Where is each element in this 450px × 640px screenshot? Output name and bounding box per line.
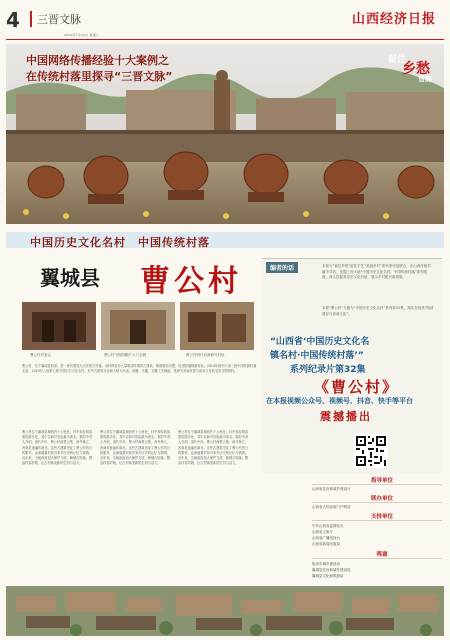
credits-rule [312, 520, 442, 521]
credits-guide-heading: 指导单位 [370, 478, 393, 484]
hero-headline-line1: 中国网络传播经验十大案例之 [26, 54, 169, 67]
nostalgia-badge [388, 52, 438, 88]
credits-rule [312, 484, 442, 485]
credits-support-unit: 山西省广播电视台 [312, 536, 340, 540]
thumb-caption-2: 曹公村“明清楼院”大门全貌 [104, 353, 147, 357]
village-name: 曹公村 [140, 264, 242, 299]
thumbnail-strip [22, 302, 254, 350]
editor-note-para-1: 本报与“留住乡愁”留住手艺“美丽乡村”系列采访组联合，在山西传统村落中寻访，发掘三晋大地“中国历史文化名村、中国传统村落”系列报道，深入挖掘其历史文化价值，展示乡村振兴新面貌。 [322, 264, 431, 280]
credits-rule [312, 502, 442, 503]
qr-code-icon[interactable] [354, 434, 388, 468]
series-line-2: 镇名村·中国传统村落’” [270, 351, 364, 361]
credits-support-heading: 支持单位 [370, 514, 393, 520]
platform-line: 在本报视频公众号、视频号、抖音、快手等平台 [266, 397, 413, 405]
dateline: 2024年7月24日 星期六 [64, 33, 100, 37]
credits-guide-unit: 山西省住房和城乡建设厅 [312, 487, 351, 491]
intro-summary: 曹公村，位于翼城县西部，是一座有着悠久历史的古村落。该村保存有大量明清时期的古建筑，街巷格局完整，民居院落错落有致，2014年被列入第三批中国传统村落名录，2019年入选第七批中国历史文化名村。村中古建筑以晋商大院为代表，砖雕、木雕、石雕工艺精湛，是研究晋南民居与商业文化的宝贵实物资料。 [22, 364, 257, 374]
thumb-caption-3: 曹公村明代晋商商号旧址 [186, 353, 225, 357]
newspaper-logo: 山西经济日报 [352, 12, 437, 27]
badge-text-3: 晋韵 [418, 75, 432, 83]
credits-thanks-heading: 鸣谢 [376, 552, 388, 558]
article-body: 曹公村位于翼城县城西约十公里处，村中现存明清建筑群多处，其中以商号旧址最为著名。据村中老人介绍，清代中叶，曹公村商贾云集，商号林立，晋商足迹遍布南北。这些古建筑见证了曹公村昔日的繁华，也承载着村民对家乡历史的记忆与情感。近年来，当地政府加大保护力度，修缮古院落，整治村容村貌，让古村焕发新的生机与活力。 [178, 430, 249, 466]
header-rule [6, 39, 444, 40]
thumb-caption-1: 曹公村村委会 [30, 353, 51, 357]
article-body: 曹公村位于翼城县城西约十公里处，村中现存明清建筑群多处，其中以商号旧址最为著名。据村中老人介绍，清代中叶，曹公村商贾云集，商号林立，晋商足迹遍布南北。这些古建筑见证了曹公村昔日的繁华，也承载着村民对家乡历史的记忆与情感。近年来，当地政府加大保护力度，修缮古院落，整治村容村貌，让古村焕发新的生机与活力。 [100, 430, 171, 466]
credits-support-unit: 山西省文旅厅 [312, 530, 333, 534]
credits-thanks-unit: 翼城县住房和城乡建设局 [312, 568, 351, 572]
documentary-title: 《曹公村》 [314, 378, 400, 396]
credits-thanks-unit: 翼城县文化和旅游局 [312, 574, 344, 578]
editor-note-para-2: 本报“曹公村”专题为“中国历史文化名村”系列第32集，翔实呈现其“明清遗存与晋商文化”。 [322, 306, 434, 316]
series-line-1: “山西省‘中国历史文化名 [270, 337, 370, 347]
credits-support-unit: 中共山西省委网信办 [312, 524, 344, 528]
hero-headline-line2: 在传统村落里探寻“三晋文脉” [26, 70, 173, 83]
page-number: 4 [6, 8, 20, 32]
credits-rule [312, 558, 442, 559]
badge-text-2: 乡愁 [402, 61, 430, 77]
credits-support-unit: 山西省新闻出版局 [312, 542, 340, 546]
county-name: 翼城县 [40, 266, 100, 290]
series-line-3: 系列纪录片第32集 [290, 365, 366, 375]
credits-joint-heading: 联办单位 [370, 496, 393, 502]
section-label: 三晋文脉 [30, 11, 81, 27]
village-aerial-photo [6, 586, 444, 636]
badge-text-1: 留住 [388, 55, 407, 65]
article-body: 曹公村位于翼城县城西约十公里处，村中现存明清建筑群多处，其中以商号旧址最为著名。据村中老人介绍，清代中叶，曹公村商贾云集，商号林立，晋商足迹遍布南北。这些古建筑见证了曹公村昔日的繁华，也承载着村民对家乡历史的记忆与情感。近年来，当地政府加大保护力度，修缮古院落，整治村容村貌，让古村焕发新的生机与活力。 [22, 430, 93, 466]
band-title: 中国历史文化名村 中国传统村落 [30, 236, 210, 249]
broadcast-heading: 震撼播出 [320, 410, 372, 423]
editor-note-label: 编者的话 [266, 262, 298, 273]
credits-joint-unit: 山西省人民政府门户网站 [312, 505, 351, 509]
credits-thanks-unit: 临汾市城乡建设局 [312, 562, 340, 566]
